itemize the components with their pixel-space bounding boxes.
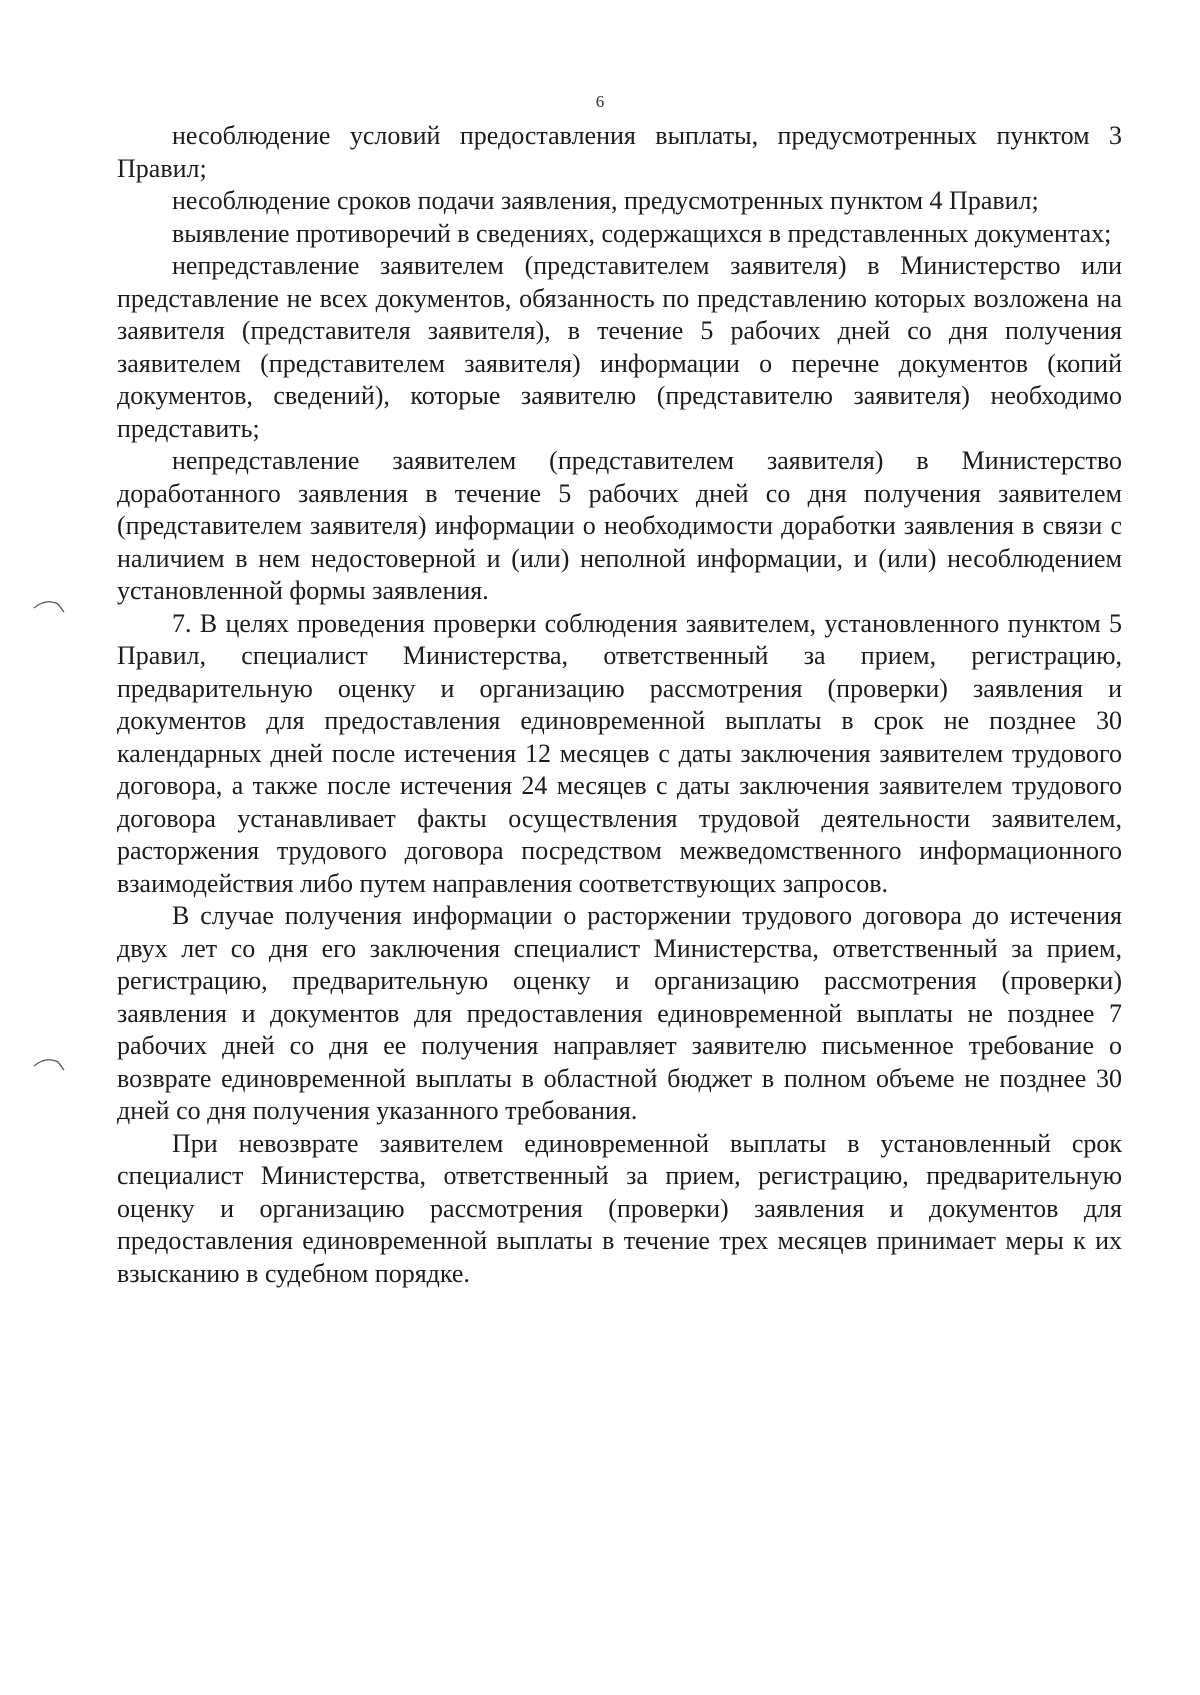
punch-hole-mark: [32, 1054, 68, 1074]
paragraph-item-7: 7. В целях проведения проверки соблюдения заявителем, установленного пунктом 5 Правил, специалист Министерства, ответственный за прием, регистрацию, предварительную оценку и организацию рассмотрения (проверки) заявления и документов для предоставления единовременной выплаты в срок не позднее 30 календарных дней после истечения 12 месяцев с даты заключения заявителем трудового договора, а также после истечения 24 месяцев с даты заключения заявителем трудового договора устанавливает факты осуществления трудовой деятельности заявителем, расторжения трудового договора посредством межведомственного информационного взаимодействия либо путем направления соответствующих запросов.: [117, 608, 1122, 898]
paragraph-contract-termination: В случае получения информации о расторжении трудового договора до истечения двух лет со дня его заключения специалист Министерства, ответственный за прием, регистрацию, предварительную оценку и организацию рассмотрения (проверки) заявления и документов для предоставления единовременной выплаты не позднее 7 рабочих дней со дня ее получения направляет заявителю письменное требование о возврате единовременной выплаты в областной бюджет в полном объеме не позднее 30 дней со дня получения указанного требования.: [117, 901, 1122, 1125]
page-number: 6: [595, 92, 605, 111]
paragraph-contradictions: выявление противоречий в сведениях, содержащихся в представленных документах;: [172, 218, 1112, 248]
paragraph-application-not-revised: непредставление заявителем (представителем заявителя) в Министерство доработанного заявления в течение 5 рабочих дней со дня получения заявителем (представителем заявителя) информации о необходимости доработки заявления в связи с наличием в нем недостоверной и (или) неполной информации, и (или) несоблюдением установленной формы заявления.: [117, 446, 1122, 605]
paragraph-deadline-violation: несоблюдение сроков подачи заявления, предусмотренных пунктом 4 Правил;: [172, 186, 1039, 215]
punch-hole-mark: [32, 596, 68, 616]
paragraph-non-return: При невозврате заявителем единовременной выплаты в установленный срок специалист Министерства, ответственный за прием, регистрацию, предварительную оценку и организацию рассмотрения (проверки) заявления и документов для предоставления единовременной выплаты в течение трех месяцев принимает меры к их взысканию в судебном порядке.: [117, 1128, 1122, 1288]
paragraph-condition-violation: несоблюдение условий предоставления выплаты, предусмотренных пунктом 3 Правил;: [117, 121, 1122, 183]
document-body: [117, 120, 1122, 1290]
paragraph-documents-not-submitted: непредставление заявителем (представителем заявителя) в Министерство или представление не всех документов, обязанность по представлению которых возложена на заявителя (представителя заявителя), в течение 5 рабочих дней со дня получения заявителем (представителем заявителя) информации о перечне документов (копий документов, сведений), которые заявителю (представителю заявителя) необходимо представить;: [117, 251, 1122, 443]
